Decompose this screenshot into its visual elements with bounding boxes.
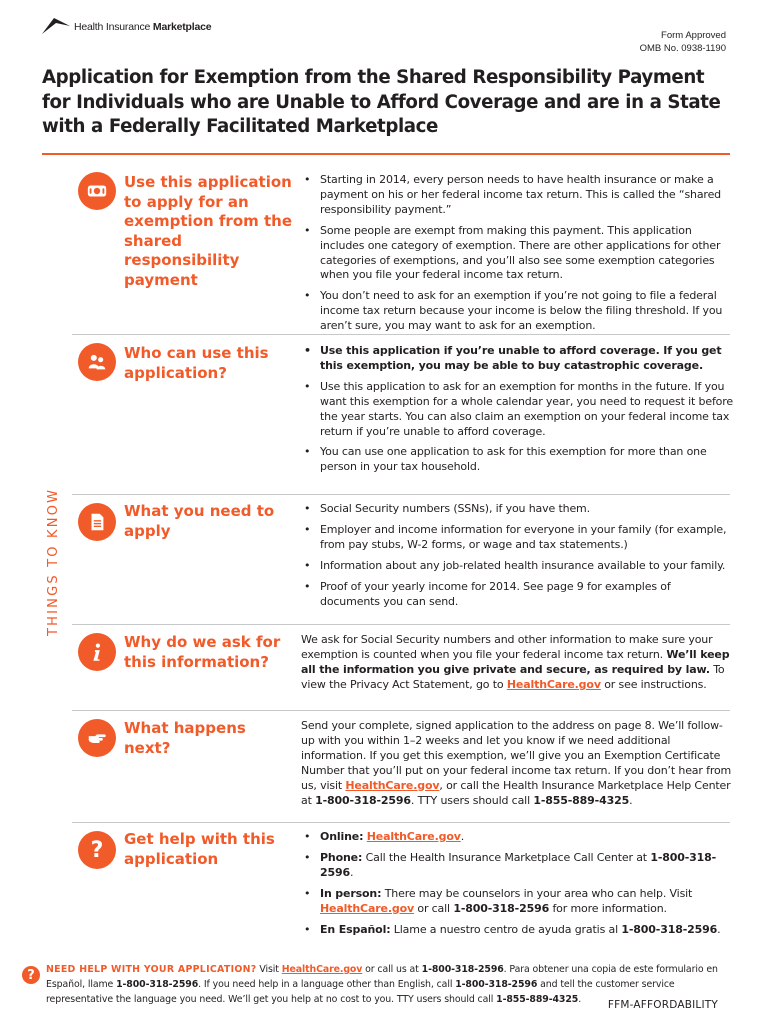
page-title: Application for Exemption from the Shared Responsibility Payment for Individuals who are Unable to Afford Coverage and are in a State with a Federally Facilitated Marketplace (42, 67, 721, 137)
list-item: • Use this application to ask for an exemption for months in the future. If you want this exemption for a whole calendar year, you need to request it before the year starts. You can also claim an exemption on your federal income tax return if you’re unable to afford coverage. (301, 380, 733, 440)
list-item: • Proof of your yearly income for 2014. See page 9 for examples of documents you can send. (301, 580, 733, 610)
section-heading: Who can use this application? (124, 344, 269, 382)
healthcare-gov-link[interactable]: HealthCare.gov (281, 964, 363, 975)
phone-number: 1-800-318-2596 (315, 793, 411, 807)
why-paragraph: We ask for Social Security numbers and other information to make sure your exemption is counted when you file your federal income tax return. We’ll keep all the information you give private and secure, as required by law. To view the Privacy Act Statement, go to HealthCare.gov or see instructions. (301, 633, 730, 691)
help-question-icon: ? (22, 966, 40, 984)
list-item-phone: • Phone: Call the Health Insurance Marketplace Call Center at 1-800-318-2596. (301, 851, 733, 881)
section-heading: Use this application to apply for an exemption from the shared responsibility payment (124, 173, 293, 289)
list-item: • Employer and income information for everyone in your family (for example, from pay stubs, W-2 forms, or wage and tax statements.) (301, 523, 733, 553)
question-icon: ? (78, 831, 116, 869)
next-paragraph: Send your complete, signed application to the address on page 8. We’ll follow-up with you within 1–2 weeks and let you know if we need additional information. If you get this exemption, we’ll give you an Exemption Certificate Number that you’ll put on your federal income tax return. If you don’t hear from us, visit HealthCare.gov, or call the Health Insurance Marketplace Help Center at 1-800-318-2596. TTY users should call 1-855-889-4325. (301, 719, 732, 807)
section-content (301, 344, 733, 481)
form-code: FFM-AFFORDABILITY (607, 999, 718, 1011)
list-item-in-person: • In person: There may be counselors in your area who can help. Visit HealthCare.gov or call 1-800-318-2596 for more information. (301, 887, 733, 917)
list-item: • Use this application if you’re unable to afford coverage. If you get this exemption, you may be able to buy catastrophic coverage. (301, 344, 733, 374)
section-content (301, 502, 733, 615)
list-item: • Some people are exempt from making this payment. This application includes one category of exemption. There are other applications for other categories of exemptions, and you’ll also see some exemption categories when you file your federal income tax return. (301, 224, 733, 284)
section-what-happens-next (72, 710, 730, 822)
title-divider (42, 153, 730, 155)
form-approved-label: Form Approved (661, 30, 726, 41)
list-item: • Starting in 2014, every person needs to have health insurance or make a payment on his or her federal income tax return. This is called the “shared responsibility payment.” (301, 173, 733, 218)
list-item-espanol: • En Español: Llame a nuestro centro de ayuda gratis al 1-800-318-2596. (301, 923, 733, 938)
section-get-help (72, 822, 730, 956)
logo-text: Health Insurance Marketplace (74, 21, 212, 33)
people-icon (78, 343, 116, 381)
side-label-things-to-know: THINGS TO KNOW (46, 487, 61, 636)
list-item: • You can use one application to ask for this exemption for more than one person in your tax household. (301, 445, 733, 475)
section-use-application (72, 166, 730, 334)
marketplace-logo (40, 14, 211, 36)
pointing-hand-icon (78, 719, 116, 757)
section-what-you-need (72, 494, 730, 624)
list-item: • Social Security numbers (SSNs), if you have them. (301, 502, 733, 517)
form-approved-block (640, 29, 726, 55)
document-icon (78, 503, 116, 541)
section-content (301, 719, 733, 808)
section-heading: What happens next? (124, 719, 246, 757)
list-item-online: • Online: HealthCare.gov. (301, 830, 733, 845)
section-why-we-ask (72, 624, 730, 710)
healthcare-gov-link[interactable]: HealthCare.gov (506, 677, 601, 691)
list-item: • You don’t need to ask for an exemption if you’re not going to file a federal income tax return because your income is below the filing threshold. If you aren’t sure, you may want to ask for an exemption. (301, 289, 733, 334)
healthcare-gov-link[interactable]: HealthCare.gov (345, 778, 440, 792)
list-item: • Information about any job-related health insurance available to your family. (301, 559, 733, 574)
section-heading: What you need to apply (124, 502, 275, 540)
section-content (301, 633, 733, 693)
tty-number: 1-855-889-4325 (533, 793, 630, 807)
healthcare-gov-link[interactable]: HealthCare.gov (320, 901, 415, 915)
section-who-can-use (72, 334, 734, 494)
logo-swoosh-icon (40, 14, 72, 36)
omb-number: OMB No. 0938-1190 (639, 43, 726, 54)
section-heading: Why do we ask for this information? (124, 633, 281, 671)
section-content (301, 173, 733, 340)
footer-text: NEED HELP WITH YOUR APPLICATION? Visit HealthCare.gov or call us at 1-800-318-2596. Para obtener una copia de este formulario en Español, llame 1-800-318-2596. If you need help in a language other than English, call 1-800-318-2596 and tell the customer service representative the language you need. We’ll get you help at no cost to you. TTY users should call 1-855-889-4325. (46, 964, 718, 1005)
money-icon (78, 172, 116, 210)
section-heading: Get help with this application (124, 830, 275, 868)
section-content (301, 830, 733, 943)
healthcare-gov-link[interactable]: HealthCare.gov (366, 830, 461, 843)
info-icon (78, 633, 116, 671)
